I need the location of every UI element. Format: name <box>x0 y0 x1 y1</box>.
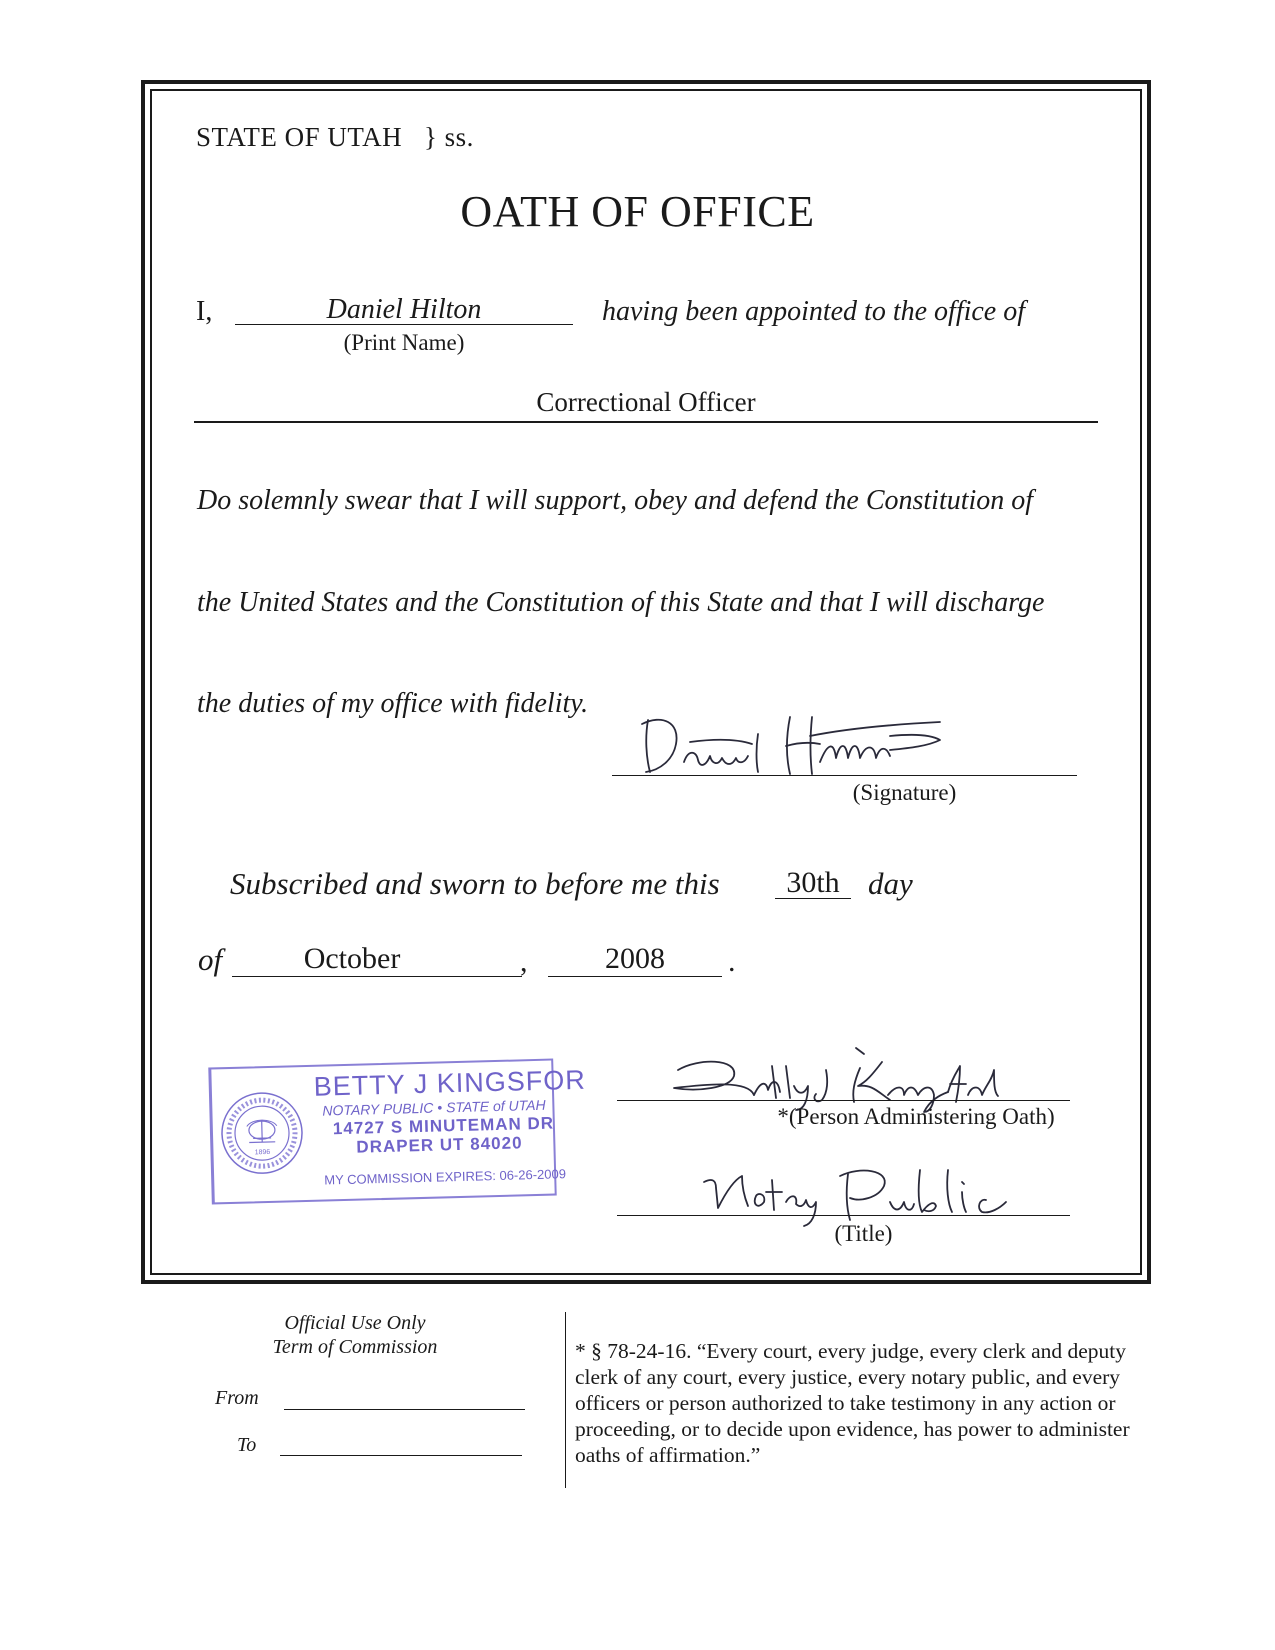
appointee-signature <box>640 712 960 782</box>
state-seal-icon <box>218 1089 306 1177</box>
stamp-notary-name: BETTY J KINGSFOR <box>313 1064 587 1102</box>
month-value: October <box>303 942 401 975</box>
month-underline <box>232 976 522 977</box>
print-name-caption: (Print Name) <box>343 330 465 355</box>
signature-line <box>612 775 1077 776</box>
day-value: 30th <box>786 866 840 899</box>
date-period: . <box>728 945 736 978</box>
administrator-caption: *(Person Administering Oath) <box>777 1104 1055 1129</box>
seal-year: 1896 <box>254 1148 271 1157</box>
to-field-line <box>280 1455 522 1456</box>
oath-prefix: I, <box>196 296 213 327</box>
office-underline <box>194 421 1098 423</box>
of-word: of <box>198 942 223 977</box>
oath-line-2: the United States and the Constitution of this State and that I will discharge <box>197 587 1045 618</box>
office-title: Correctional Officer <box>536 387 756 417</box>
footer-divider <box>565 1312 566 1488</box>
statute-note: * § 78-24-16. “Every court, every judge, every clerk and deputy clerk of any court, every justice, every notary public, and every officers or person authorized to take testimony in any action or proceeding, or to decide upon evidence, has power to administer oaths of affirmation.” <box>575 1339 1130 1467</box>
venue-ss: ss. <box>444 122 474 152</box>
official-use-heading: Official Use Only <box>284 1312 426 1334</box>
subscribed-text: Subscribed and sworn to before me this <box>230 866 720 901</box>
year-underline <box>548 976 722 977</box>
from-field-line <box>284 1409 525 1410</box>
stamp-notary-title: NOTARY PUBLIC • STATE of UTAH <box>322 1096 546 1119</box>
from-label: From <box>215 1387 259 1409</box>
to-label: To <box>237 1434 257 1456</box>
title-line <box>617 1215 1070 1216</box>
oath-line-3: the duties of my office with fidelity. <box>197 688 589 719</box>
term-of-commission-heading: Term of Commission <box>272 1336 438 1358</box>
signature-caption: (Signature) <box>852 780 957 805</box>
appointee-name: Daniel Hilton <box>326 294 482 325</box>
name-underline <box>235 324 573 325</box>
venue-state: STATE OF UTAH <box>196 122 403 152</box>
document-title: OATH OF OFFICE <box>460 187 815 236</box>
day-underline <box>775 898 851 899</box>
title-handwriting <box>700 1162 1040 1230</box>
venue-line <box>196 122 474 153</box>
date-comma: , <box>520 945 528 978</box>
stamp-expiration: MY COMMISSION EXPIRES: 06-26-2009 <box>324 1166 567 1188</box>
day-word: day <box>868 866 913 901</box>
stamp-city: DRAPER UT 84020 <box>356 1133 523 1157</box>
title-caption: (Title) <box>834 1221 893 1246</box>
administrator-line <box>617 1100 1070 1101</box>
oath-line-1: Do solemnly swear that I will support, obey and defend the Constitution of <box>197 485 1034 516</box>
year-value: 2008 <box>605 942 665 975</box>
stamp-street: 14727 S MINUTEMAN DR <box>332 1113 555 1139</box>
appointed-phrase: having been appointed to the office of <box>602 296 1026 327</box>
notary-stamp <box>208 1059 587 1205</box>
venue-brace: } <box>423 122 438 152</box>
